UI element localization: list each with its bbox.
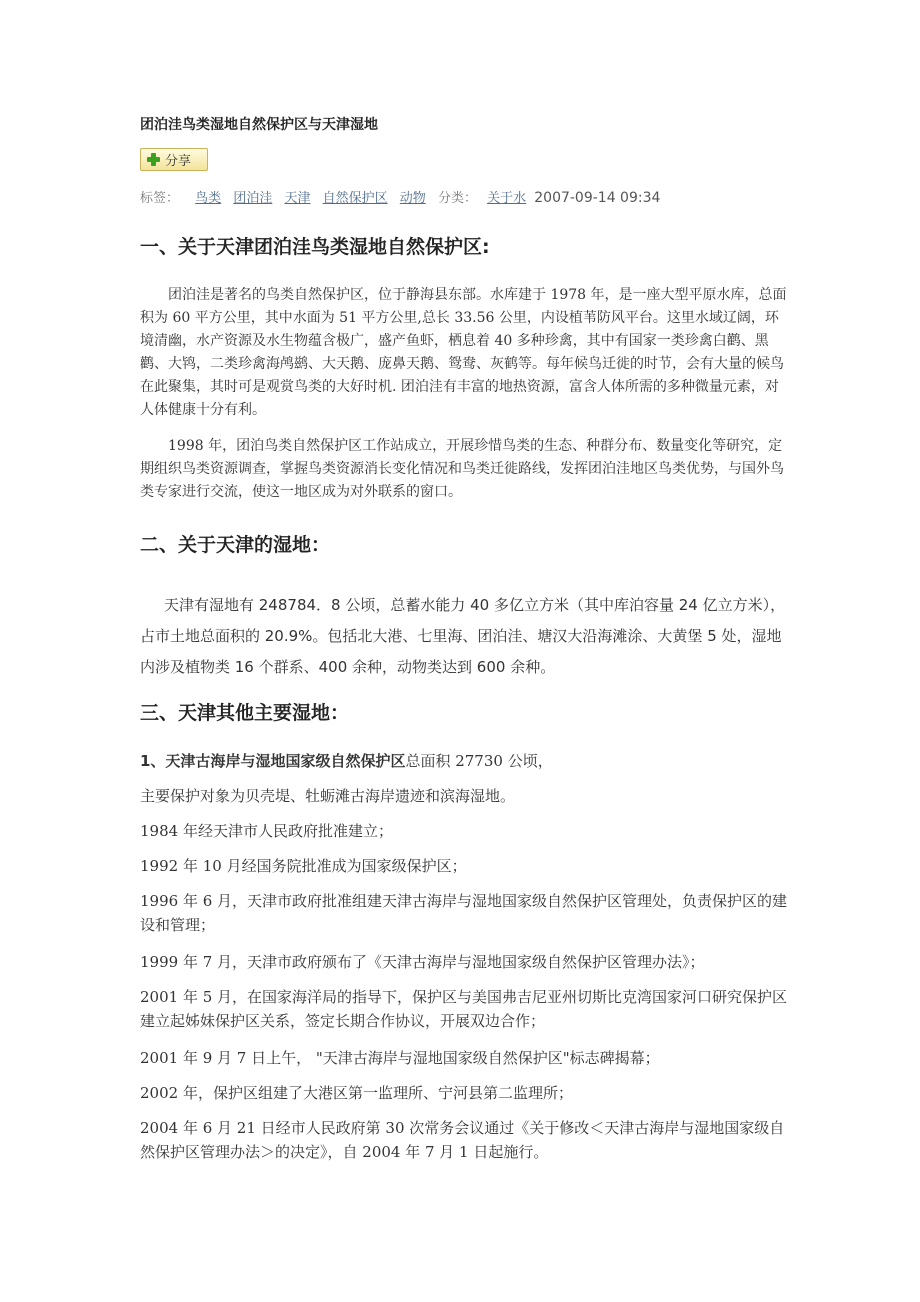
item-line: 1999 年 7 月，天津市政府颁布了《天津古海岸与湿地国家级自然保护区管理办法》； — [140, 953, 705, 971]
item-line: 1984 年经天津市人民政府批准建立； — [140, 822, 393, 840]
item-line: 2001 年 9 月 7 日上午， "天津古海岸与湿地国家级自然保护区"标志碑揭幕； — [140, 1049, 660, 1067]
item1-rest: 总面积 27730 公顷， — [405, 752, 553, 770]
category-link[interactable]: 关于水 — [487, 191, 527, 206]
post-date: 2007-09-14 09:34 — [534, 190, 661, 206]
section2-para: 天津有湿地有 248784．8 公顷，总蓄水能力 40 多亿立方米（其中库泊容量 24 亿立方米），占市土地总面积的 20.9%。包括北大港、七里海、团泊洼、塘汉大沿海滩涂、大黄堡 5 处，湿地内涉及植物类 16 个群系、400 余种，动物类达到 600 余种。 — [140, 596, 786, 676]
item-line: 1992 年 10 月经国务院批准成为国家级保护区； — [140, 857, 467, 875]
item1-lead: 1、天津古海岸与湿地国家级自然保护区 — [140, 752, 406, 770]
share-label: 分享 — [165, 154, 192, 169]
section1-heading: 一、关于天津团泊洼鸟类湿地自然保护区: — [140, 236, 490, 258]
item-line: 2004 年 6 月 21 日经市人民政府第 30 次常务会议通过《关于修改＜天津古海岸与湿地国家级自然保护区管理办法＞的决定》，自 2004 年 7 月 1 日起施行。 — [140, 1119, 785, 1161]
section3-heading: 三、天津其他主要湿地： — [140, 702, 350, 724]
category-label: 分类： — [437, 191, 477, 206]
item-line: 主要保护对象为贝壳堤、牡蛎滩古海岸遗迹和滨海湿地。 — [140, 787, 516, 805]
tag-link[interactable]: 天津 — [284, 191, 311, 206]
section2-heading: 二、关于天津的湿地： — [140, 534, 331, 556]
plus-icon — [147, 153, 160, 166]
item-line: 1996 年 6 月，天津市政府批准组建天津古海岸与湿地国家级自然保护区管理处，负责保护区的建设和管理； — [140, 892, 788, 934]
section1-para1: 团泊洼是著名的鸟类自然保护区，位于静海县东部。水库建于 1978 年，是一座大型平原水库，总面积为 60 平方公里，其中水面为 51 平方公里,总长 33.56 公里，内设植苇防风平台。这里水域辽阔，环境清幽，水产资源及水生物蕴含极广，盛产鱼虾，栖息着 40 多种珍禽，其中有国家一类珍禽白鹳、黑鹳、大鸨，二类珍禽海鸬鹚、大天鹅、庞鼻天鹅、鸳鸯、灰鹤等。每年候鸟迁徙的时节，会有大量的候鸟在此聚集，其时可是观赏鸟类的大好时机. 团泊洼有丰富的地热资源，富含人体所需的多种微量元素，对人体健康十分有利。 — [140, 287, 787, 418]
tag-link[interactable]: 自然保护区 — [322, 191, 388, 206]
item-line: 2001 年 5 月，在国家海洋局的指导下，保护区与美国弗吉尼亚州切斯比克湾国家河口研究保护区建立起姊妹保护区关系，签定长期合作协议，开展双边合作； — [140, 988, 788, 1030]
tag-link[interactable]: 团泊洼 — [233, 191, 273, 206]
item-line: 2002 年，保护区组建了大港区第一监理所、宁河县第二监理所； — [140, 1084, 573, 1102]
tags-label: 标签： — [140, 191, 180, 206]
tag-link[interactable]: 鸟类 — [195, 191, 222, 206]
tag-link[interactable]: 动物 — [399, 191, 426, 206]
share-button[interactable] — [140, 148, 208, 171]
tag-bar — [140, 187, 660, 206]
page-title: 团泊洼鸟类湿地自然保护区与天津湿地 — [140, 117, 378, 133]
item1-heading — [140, 749, 790, 773]
section1-para2: 1998 年，团泊鸟类自然保护区工作站成立，开展珍惜鸟类的生态、种群分布、数量变化等研究，定期组织鸟类资源调查，掌握鸟类资源消长变化情况和鸟类迁徙路线，发挥团泊洼地区鸟类优势，与国外鸟类专家进行交流，使这一地区成为对外联系的窗口。 — [140, 438, 784, 500]
